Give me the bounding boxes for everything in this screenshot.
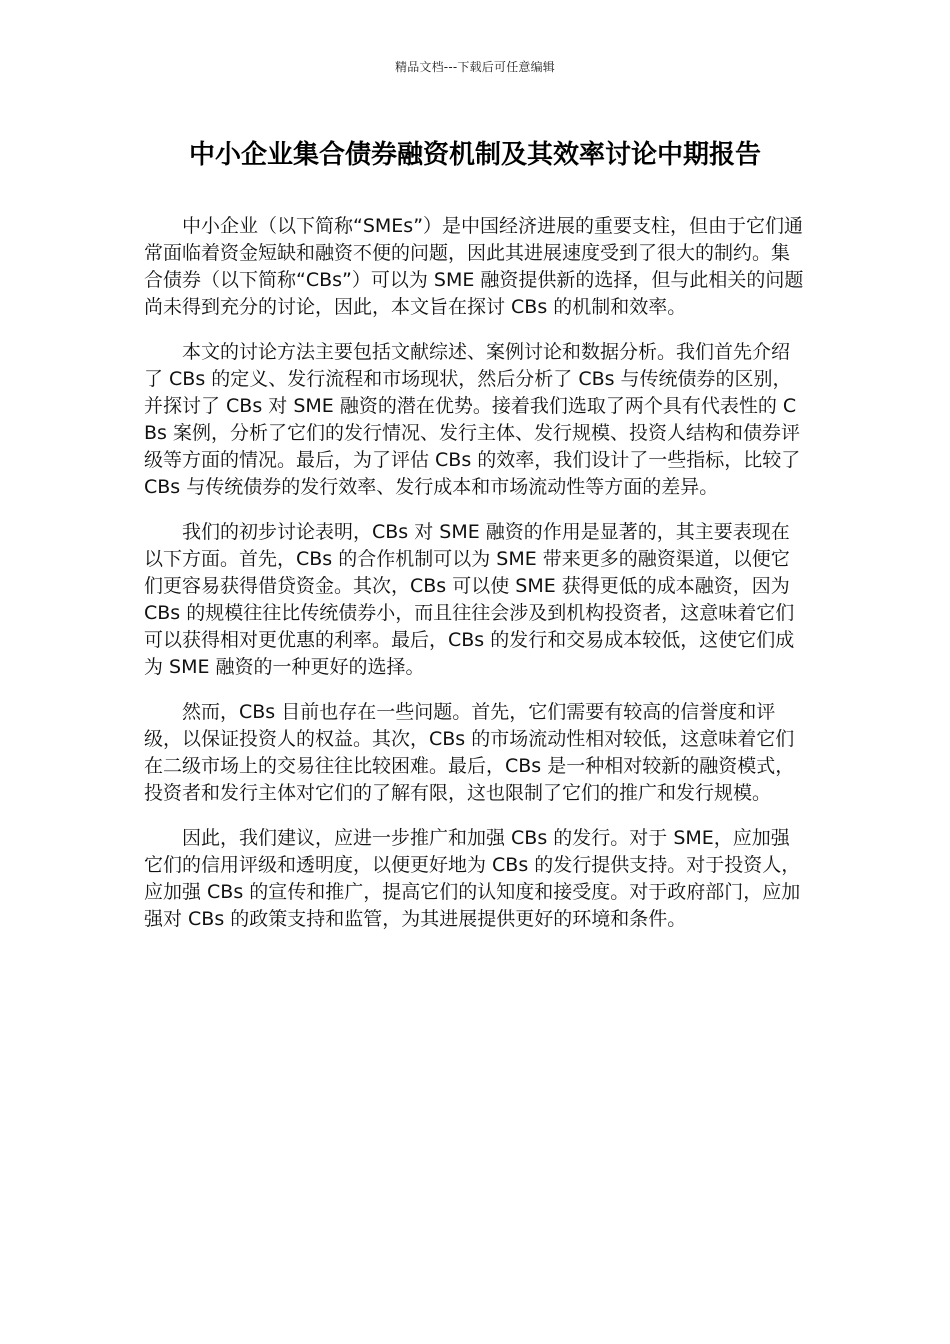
page-header: 精品文档---下载后可任意编辑 [395, 60, 555, 74]
body-paragraph-3: 我们的初步讨论表明，CBs 对 SME 融资的作用是显著的，其主要表现在以下方面。首先，CBs 的合作机制可以为 SME 带来更多的融资渠道，以便它们更容易获得借贷资金。其次，CBs 可以使 SME 获得更低的成本融资，因为 CBs 的规模往往比传统债券小，而且往往会涉及到机构投资者，这意味着它们可以获得相对更优惠的利率。最后，CBs 的发行和交易成本较低，这使它们成为 SME 融资的一种更好的选择。 [144, 521, 795, 678]
document-title: 中小企业集合债券融资机制及其效率讨论中期报告 [188, 140, 761, 170]
body-paragraph-4: 然而，CBs 目前也存在一些问题。首先，它们需要有较高的信誉度和评级，以保证投资人的权益。其次，CBs 的市场流动性相对较低，这意味着它们在二级市场上的交易往往比较困难。最后，CBs 是一种相对较新的融资模式，投资者和发行主体对它们的了解有限，这也限制了它们的推广和发行规模。 [144, 701, 795, 804]
body-paragraph-2: 本文的讨论方法主要包括文献综述、案例讨论和数据分析。我们首先介绍了 CBs 的定义、发行流程和市场现状，然后分析了 CBs 与传统债券的区别，并探讨了 CBs 对 SME 融资的潜在优势。接着我们选取了两个具有代表性的 CBs 案例，分析了它们的发行情况、发行主体、发行规模、投资人结构和债券评级等方面的情况。最后，为了评估 CBs 的效率，我们设计了一些指标，比较了 CBs 与传统债券的发行效率、发行成本和市场流动性等方面的差异。 [144, 341, 801, 498]
body-paragraph-5: 因此，我们建议，应进一步推广和加强 CBs 的发行。对于 SME，应加强它们的信用评级和透明度，以便更好地为 CBs 的发行提供支持。对于投资人，应加强 CBs 的宣传和推广，提高它们的认知度和接受度。对于政府部门，应加强对 CBs 的政策支持和监管，为其进展提供更好的环境和条件。 [144, 827, 801, 930]
document-body [144, 213, 808, 951]
body-paragraph-1: 中小企业（以下简称“SMEs”）是中国经济进展的重要支柱，但由于它们通常面临着资金短缺和融资不便的问题，因此其进展速度受到了很大的制约。集合债券（以下简称“CBs”）可以为 SME 融资提供新的选择，但与此相关的问题尚未得到充分的讨论，因此，本文旨在探讨 CBs 的机制和效率。 [144, 215, 804, 318]
